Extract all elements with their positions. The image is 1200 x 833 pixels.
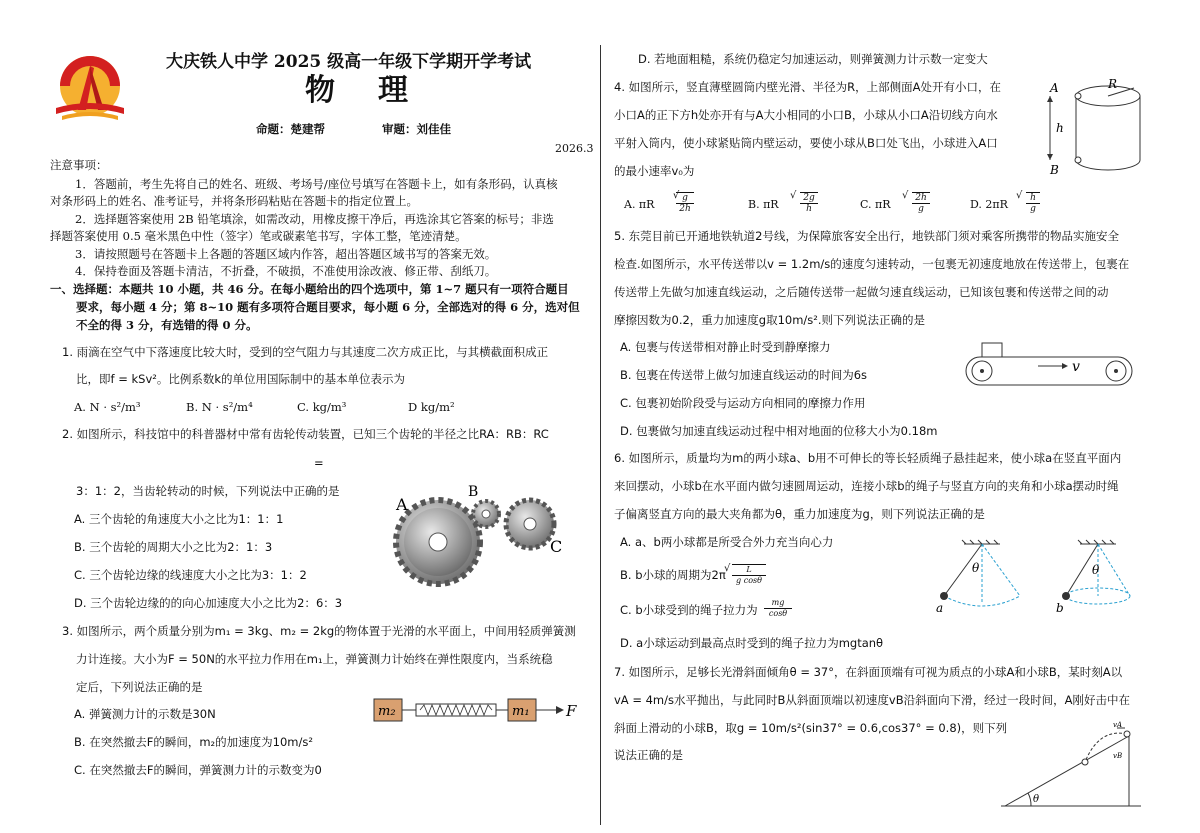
section-heading: 一、选择题：本题共 10 小题，共 46 分。在每小题给出的四个选项中，第 1~7 题只有一项符合题目 xyxy=(50,282,569,296)
notice-line: 4．保持卷面及答题卡清洁，不折叠，不破损，不准使用涂改液、修正带、刮纸刀。 xyxy=(75,264,497,278)
q7-stem: 说法正确的是 xyxy=(614,748,683,762)
gear-label-b: B xyxy=(468,484,479,500)
label-r: R xyxy=(1108,77,1118,91)
q4-stem: 平射入筒内，使小球紧贴筒内壁运动，要使小球从B口处飞出，小球进入A口 xyxy=(614,136,998,150)
gear-label-c: C xyxy=(550,537,563,556)
q6-option: B. b小球的周期为2π √ L g cosθ xyxy=(620,563,780,589)
q4-stem: 的最小速率v₀为 xyxy=(614,164,695,178)
velocity-label: v xyxy=(1072,359,1080,375)
gear-b-icon xyxy=(473,501,499,527)
subject-char-1: 物 xyxy=(305,73,337,108)
school-title: 大庆铁人中学 2025 级高一年级下学期开学考试 xyxy=(166,52,532,72)
notice-heading: 注意事项： xyxy=(50,158,108,172)
q3-stem: 力计连接。大小为F = 50N的水平拉力作用在m₁上，弹簧测力计始终在弹性限度内，当系统稳 xyxy=(76,652,553,666)
q1-stem: 比，即f = kSv²。比例系数k的单位用国际制中的基本单位表示为 xyxy=(76,372,406,386)
pendulum-diagram xyxy=(930,540,1142,616)
q6-option: A. a、b两小球都是所受合外力充当向心力 xyxy=(620,535,834,549)
q1-option: B. N · s²/m⁴ xyxy=(186,400,253,414)
label-h: h xyxy=(1056,121,1064,135)
q5-stem: 传送带上先做匀加速直线运动，之后随传送带一起做匀速直线运动，已知该包裹和传送带之间的动 xyxy=(614,285,1109,299)
q2-equals: = xyxy=(314,456,324,470)
spring-diagram xyxy=(360,695,580,729)
q6-option: D. a小球运动到最高点时受到的绳子拉力为mgtanθ xyxy=(620,636,884,650)
q2-stem: 2. 如图所示，科技馆中的科普器材中常有齿轮传动装置，已知三个齿轮的半径之比RA：RB：RC xyxy=(62,427,549,441)
theta-label-b: θ xyxy=(1092,563,1100,577)
notice-line: 3．请按照题号在答题卡上各题的答题区域内作答，超出答题区域书写的答案无效。 xyxy=(75,247,497,261)
q5-option: B. 包裹在传送带上做匀加速直线运动的时间为6s xyxy=(620,368,868,382)
q6-stem: 子偏离竖直方向的最大夹角都为θ，重力加速度为g，则下列说法正确的是 xyxy=(614,507,985,521)
q1-option: C. kg/m³ xyxy=(297,400,347,414)
gear-c-icon xyxy=(506,500,554,548)
q3-stem: 3. 如图所示，两个质量分别为m₁ = 3kg、m₂ = 2kg的物体置于光滑的水平面上，中间用轻质弹簧测 xyxy=(62,624,576,638)
q3-option: A. 弹簧测力计的示数是30N xyxy=(74,707,216,721)
subject-char-2: 理 xyxy=(378,73,410,108)
label-b: B xyxy=(1050,163,1059,177)
ball-b-label: b xyxy=(1056,601,1064,615)
theta-label-a: θ xyxy=(972,561,980,575)
q3-option: D. 若地面粗糙，系统仍稳定匀加速运动，则弹簧测力计示数一定变大 xyxy=(638,52,988,66)
q5-stem: 5. 东莞目前已开通地铁轨道2号线，为保障旅客安全出行，地铁部门须对乘客所携带的物品实施安全 xyxy=(614,229,1119,243)
vb-label: vB xyxy=(1113,752,1123,760)
conveyor-diagram xyxy=(962,340,1138,390)
q3-stem: 定后，下列说法正确的是 xyxy=(76,680,203,694)
m2-label: m₂ xyxy=(378,704,396,719)
q7-stem: 斜面上滑动的小球B，取g = 10m/s²(sin37° = 0.6,cos37° = 0.8)，则下列 xyxy=(614,721,1008,735)
q2-option: B. 三个齿轮的周期大小之比为2：1：3 xyxy=(74,540,273,554)
q6-option: C. b小球受到的绳子拉力为 mg cosθ xyxy=(620,597,800,623)
ball-a-label: a xyxy=(936,601,944,615)
q2-option: D. 三个齿轮边缘的的向心加速度大小之比为2：6：3 xyxy=(74,596,343,610)
q5-option: A. 包裹与传送带相对静止时受到静摩擦力 xyxy=(620,340,831,354)
reviewer-label: 审题：刘佳佳 xyxy=(382,122,451,136)
section-heading: 要求，每小题 4 分；第 8~10 题有多项符合题目要求，每小题 6 分，全部选对的得 6 分，选对但 xyxy=(76,300,580,314)
q1-option: D kg/m² xyxy=(408,400,455,414)
school-logo xyxy=(48,52,132,124)
q7-stem: 7. 如图所示，足够长光滑斜面倾角θ = 37°，在斜面顶端有可视为质点的小球A和小球B，某时刻A以 xyxy=(614,665,1123,679)
notice-line: 1．答题前，考生先将自己的姓名、班级、考场号/座位号填写在答题卡上，如有条形码，认真核 xyxy=(75,177,558,191)
exam-page: 大庆铁人中学 2025 级高一年级下学期开学考试 物 理 命题：楚建帮 审题：刘佳佳 2026.3 注意事项： 1．答题前，考生先将自己的姓名、班级、考场号/座位号填写在答题卡上，如有条形码，认真核 对条形码上的姓名、准考证号，并将条形码粘贴在答题卡的指定位置上。 2．选择题答案使用 2B 铅笔填涂，如需改动，用橡皮擦干净后，再选涂其它答案的标号；非选 择题答案使用 0.5 毫米黑色中性（签字）笔或碳素笔书写，字体工整，笔迹清楚。 3．请按照题号在答题卡上各题的答题区域内作答，超出答题区域书写的答案无效。 4．保持卷面及答题卡清洁，不折叠，不破损，不准使用涂改液、修正带、刮纸刀。 一、选择题：本题共 10 小题，共 46 分。在每小题给出的四个选项中，第 1~7 题只有一项符合题目 要求，每小题 4 分；第 8~10 题有多项符合题目要求，每小题 6 分，全部选对的得 6 分，选对但 不全的得 3 分，有选错的得 0 分。 1. 雨滴在空气中下落速度比较大时，受到的空气阻力与其速度二次方成正比，与其横截面积成正 比，即f = kSv²。比例系数k的单位用国际制中的基本单位表示为 A. N · s²/m³ B. N · s²/m⁴ C. kg/m³ D kg/m² 2. 如图所示，科技馆中的科普器材中常有齿轮传动装置，已知三个齿轮的半径之比RA：RB：RC = 3：1：2，当齿轮转动的时候，下列说法中正确的是 A. 三个齿轮的角速度大小之比为1：1：1 B. 三个齿轮的周期大小之比为2：1：3 C. 三个齿轮边缘的线速度大小之比为3：1：2 D. 三个齿轮边缘的的向心加速度大小之比为2：6：3 A B C 3. 如图所示，两个质量分别为m₁ = 3kg、m₂ = 2kg的物体置于光滑的水平面上，中间用轻质弹簧测 力计连接。大小为F = 50N的水平拉力作用在m₁上，弹簧测力计始终在弹性限度内，当系统稳 定后，下列说法正确的是 A. 弹簧测力计的示数是30N B. 在突然撤去F的瞬间，m₂的加速度为10m/s² C. 在突然撤去F的瞬间，弹簧测力计的示数变为0 m₂ m₁ F D. 若地面粗糙，系统仍稳定匀加速运动，则弹簧测力计示数一定变大 4. 如图所示，竖直薄壁圆筒内壁光滑、半径为R，上部侧面A处开有小口，在 小口A的正下方h处亦开有与A大小相同的小口B，小球从小口A沿切线方向水 平射入筒内，使小球紧贴筒内壁运动，要使小球从B口处飞出，小球进入A口 的最小速率v₀为 A B R h A. πR √ g 2h B. πR √ 2g h C. πR √ 2h g D. 2πR √ h g 5. 东莞目前已开通地铁轨道2号线，为保障旅客安全出行，地铁部门须对乘客所携带的物品实施安全 检查.如图所示，水平传送带以v = 1.2m/s的速度匀速转动，一包裹无初速度地放在传送带上，包裹在 传送带上先做匀加速直线运动，之后随传送带一起做匀速直线运动，已知该包裹和传送带之间的动 摩擦因数为0.2，重力加速度g取10m/s².则下列说法正确的是 A. 包裹与传送带相对静止时受到静摩擦力 B. 包裹在传送带上做匀加速直线运动的时间为6s C. 包裹初始阶段受与运动方向相同的摩擦力作用 D. 包裹做匀加速直线运动过程中相对地面的位移大小为0.18m v 6. 如图所示，质量均为m的两小球a、b用不可伸长的等长轻质绳子悬挂起来，使小球a在竖直平面内 来回摆动，小球b在水平面内做匀速圆周运动，连接小球b的绳子与竖直方向的夹角和小球a摆动时绳 子偏离竖直方向的最大夹角都为θ，重力加速度为g，则下列说法正确的是 A. a、b两小球都是所受合外力充当向心力 B. b小球的周期为2π √ L g cosθ C. b小球受到的绳子拉力为 mg cosθ D. a小球运动到最高点时受到的绳子拉力为mgtanθ θ a θ b 7. 如图所示，足够长光滑斜面倾角θ = 37°，在斜面顶端有可视为质点的小球A和小球B，某时刻A以 vA = 4m/s水平抛出，与此同时B从斜面顶端以初速度vB沿斜面向下滑，经过一段时间，A刚好击中在 斜面上滑动的小球B，取g = 10m/s²(sin37° = 0.6,cos37° = 0.8)，则下列 说法正确的是 θ vA vB xyxy=(0,0,1200,833)
q1-stem: 1. 雨滴在空气中下落速度比较大时，受到的空气阻力与其速度二次方成正比，与其横截面积成正 xyxy=(62,345,549,359)
q3-option: C. 在突然撤去F的瞬间，弹簧测力计的示数变为0 xyxy=(74,763,322,777)
q4-stem: 小口A的正下方h处亦开有与A大小相同的小口B，小球从小口A沿切线方向水 xyxy=(614,108,998,122)
force-label: F xyxy=(566,702,577,720)
cylinder-diagram xyxy=(1042,78,1152,178)
column-divider xyxy=(600,45,601,825)
incline-diagram xyxy=(995,721,1145,810)
q6-stem: 6. 如图所示，质量均为m的两小球a、b用不可伸长的等长轻质绳子悬挂起来，使小球a在竖直平面内 xyxy=(614,451,1122,465)
q1-option: A. N · s²/m³ xyxy=(74,400,141,414)
section-heading: 不全的得 3 分，有选错的得 0 分。 xyxy=(76,318,258,332)
theta-label: θ xyxy=(1033,794,1040,805)
author-label: 命题：楚建帮 xyxy=(256,122,325,136)
gear-label-a: A xyxy=(396,495,408,514)
q4-stem: 4. 如图所示，竖直薄壁圆筒内壁光滑、半径为R，上部侧面A处开有小口，在 xyxy=(614,80,1001,94)
va-label: vA xyxy=(1113,721,1123,729)
label-a: A xyxy=(1050,81,1059,95)
q5-option: D. 包裹做匀加速直线运动过程中相对地面的位移大小为0.18m xyxy=(620,424,938,438)
q5-option: C. 包裹初始阶段受与运动方向相同的摩擦力作用 xyxy=(620,396,866,410)
q2-option: C. 三个齿轮边缘的线速度大小之比为3：1：2 xyxy=(74,568,307,582)
notice-line: 对条形码上的姓名、准考证号，并将条形码粘贴在答题卡的指定位置上。 xyxy=(50,194,418,208)
q2-option: A. 三个齿轮的角速度大小之比为1：1：1 xyxy=(74,512,284,526)
notice-line: 2．选择题答案使用 2B 铅笔填涂，如需改动，用橡皮擦干净后，再选涂其它答案的标号；非选 xyxy=(75,212,554,226)
q6-stem: 来回摆动，小球b在水平面内做匀速圆周运动，连接小球b的绳子与竖直方向的夹角和小球a摆动时绳 xyxy=(614,479,1119,493)
q2-stem: 3：1：2，当齿轮转动的时候，下列说法中正确的是 xyxy=(76,484,340,498)
m1-label: m₁ xyxy=(512,704,530,719)
notice-line: 择题答案使用 0.5 毫米黑色中性（签字）笔或碳素笔书写，字体工整，笔迹清楚。 xyxy=(50,229,467,243)
q3-option: B. 在突然撤去F的瞬间，m₂的加速度为10m/s² xyxy=(74,735,313,749)
exam-date: 2026.3 xyxy=(555,142,594,155)
q5-stem: 检查.如图所示，水平传送带以v = 1.2m/s的速度匀速转动，一包裹无初速度地放在传送带上，包裹在 xyxy=(614,257,1130,271)
gear-a-icon xyxy=(396,500,480,584)
gear-diagram xyxy=(390,480,570,610)
q5-stem: 摩擦因数为0.2，重力加速度g取10m/s².则下列说法正确的是 xyxy=(614,313,926,327)
q7-stem: vA = 4m/s水平抛出，与此同时B从斜面顶端以初速度vB沿斜面向下滑，经过一段时间，A刚好击中在 xyxy=(614,693,1130,707)
